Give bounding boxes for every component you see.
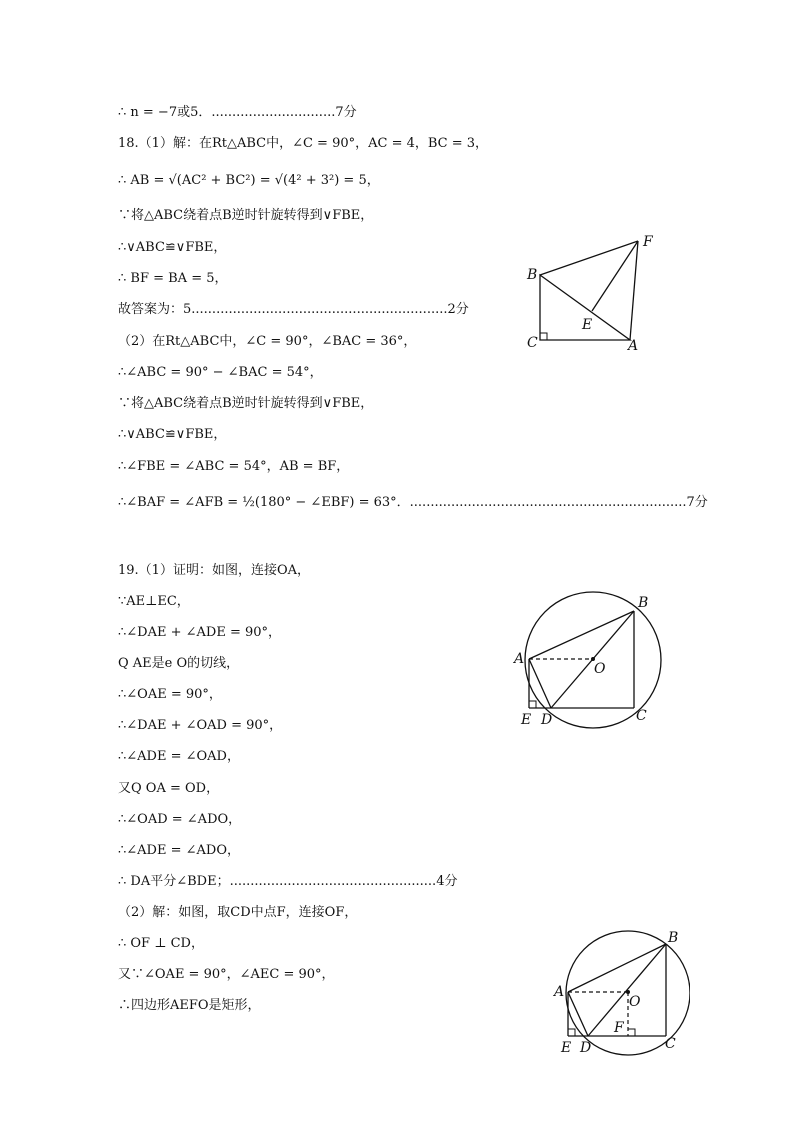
- label-a: A: [554, 984, 565, 1000]
- text-line: （2）解：如图，取CD中点F，连接OF，: [118, 905, 358, 920]
- circle-midpoint-figure: [550, 925, 690, 1060]
- text-line: ∴ n = −7或5．..............................7分: [118, 105, 357, 120]
- right-angle-mark: [540, 333, 547, 340]
- text-line: Q AE是e O的切线，: [118, 656, 240, 671]
- label-c: C: [527, 335, 538, 351]
- text-line: ∴ AB = √(AC² + BC²) = √(4² + 3²) = 5，: [118, 173, 380, 188]
- text-line: （2）在Rt△ABC中，∠C = 90°，∠BAC = 36°，: [118, 334, 417, 349]
- text-line: ∵AE⊥EC，: [118, 594, 190, 609]
- label-c: C: [665, 1036, 676, 1052]
- text-line: ∴ DA平分∠BDE；..................................................4分: [118, 874, 458, 889]
- label-b: B: [668, 930, 679, 946]
- text-line: 又Q OA = OD，: [118, 781, 220, 796]
- segment-ab: [529, 611, 634, 659]
- text-line: ∴四边形AEFO是矩形，: [118, 998, 261, 1013]
- label-e: E: [521, 712, 532, 728]
- text-line: ∴∠DAE + ∠ADE = 90°，: [118, 625, 282, 640]
- text-line: ∴∠BAF = ∠AFB = ½(180° − ∠EBF) = 63°．...................................................................7分: [118, 495, 708, 510]
- label-f: F: [614, 1020, 624, 1036]
- segment-fa: [630, 241, 638, 340]
- segment-fe: [592, 241, 638, 311]
- label-b: B: [527, 267, 538, 283]
- text-line: ∴ OF ⊥ CD，: [118, 936, 204, 951]
- segment-db: [588, 944, 666, 1036]
- text-line: ∵将△ABC绕着点B逆时针旋转得到∨FBE，: [118, 396, 374, 411]
- text-line: ∴ BF = BA = 5，: [118, 271, 228, 286]
- text-line: ∴∠ADE = ∠ADO，: [118, 843, 240, 858]
- text-line: ∵将△ABC绕着点B逆时针旋转得到∨FBE，: [118, 208, 374, 223]
- text-line: 18.（1）解：在Rt△ABC中，∠C = 90°，AC = 4，BC = 3，: [118, 136, 489, 151]
- label-o: O: [594, 661, 606, 677]
- label-o: O: [629, 994, 641, 1010]
- circle-tangent-figure: [510, 590, 670, 732]
- label-c: C: [636, 708, 647, 724]
- label-a: A: [514, 651, 525, 667]
- text-line: ∴∨ABC≌∨FBE，: [118, 240, 227, 255]
- text-line: ∴∠OAD = ∠ADO，: [118, 812, 242, 827]
- text-line: 又∵∠OAE = 90°，∠AEC = 90°，: [118, 967, 335, 982]
- text-line: ∴∠FBE = ∠ABC = 54°，AB = BF，: [118, 459, 350, 474]
- label-d: D: [580, 1040, 592, 1056]
- text-line: 故答案为：5..............................................................2分: [118, 302, 469, 317]
- segment-bf: [540, 241, 638, 275]
- text-line: ∴∠OAE = 90°，: [118, 687, 222, 702]
- label-e: E: [582, 317, 593, 333]
- label-e: E: [561, 1040, 572, 1056]
- triangle-rotation-figure: [520, 230, 660, 355]
- label-d: D: [541, 712, 553, 728]
- text-line: ∴∨ABC≌∨FBE，: [118, 427, 227, 442]
- text-line: ∴∠DAE + ∠OAD = 90°，: [118, 718, 283, 733]
- label-f: F: [643, 234, 653, 250]
- right-angle-mark-f: [628, 1029, 635, 1036]
- text-line: ∴∠ADE = ∠OAD，: [118, 749, 240, 764]
- right-angle-mark-e: [568, 1029, 575, 1036]
- label-a: A: [628, 338, 639, 354]
- label-b: B: [638, 595, 649, 611]
- right-angle-mark: [529, 701, 536, 708]
- text-line: ∴∠ABC = 90° − ∠BAC = 54°，: [118, 365, 323, 380]
- text-line: 19.（1）证明：如图，连接OA，: [118, 563, 310, 578]
